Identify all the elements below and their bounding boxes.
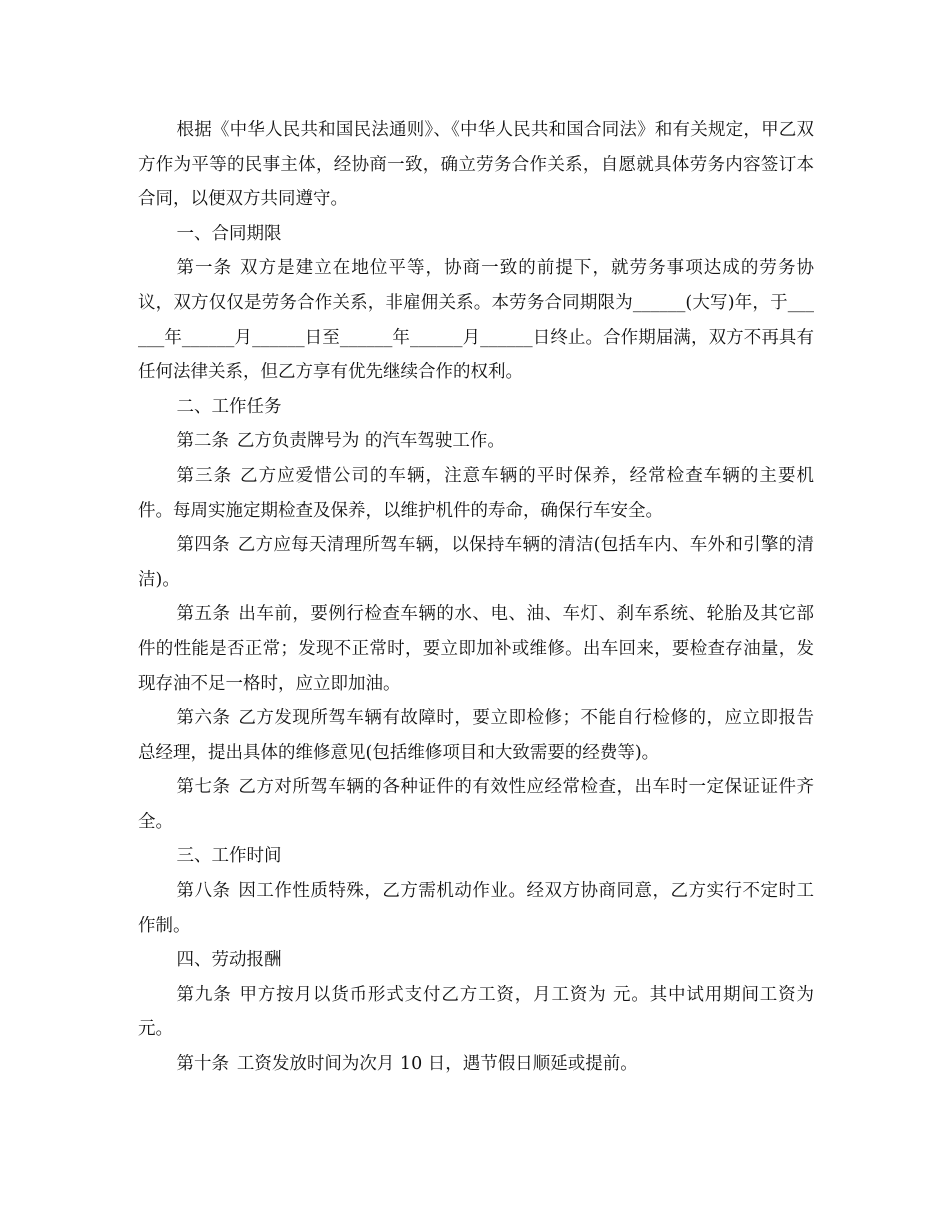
- article-4: [138, 528, 814, 597]
- article-text: 出车前，要例行检查车辆的水、电、油、车灯、刹车系统、轮胎及其它部件的性能是否正常；发现不正常时，要立即加补或维修。出车回来，要检查存油量，发现存油不足一格时，应立即加油。: [138, 604, 815, 694]
- article-text: 乙方应爱惜公司的车辆，注意车辆的平时保养，经常检查车辆的主要机件。每周实施定期检查及保养，以维护机件的寿命，确保行车安全。: [138, 465, 815, 521]
- article-number: 第八条: [176, 881, 231, 902]
- article-7: [138, 770, 814, 839]
- section-heading-hours: 三、工作时间: [176, 846, 282, 867]
- article-text: 乙方对所驾车辆的各种证件的有效性应经常检查，出车时一定保证证件齐全。: [138, 777, 815, 832]
- section-heading-pay: 四、劳动报酬: [176, 950, 282, 971]
- article-number: 第九条: [176, 984, 232, 1005]
- article-1: [138, 251, 814, 389]
- article-8: [138, 874, 814, 943]
- article-number: 第二条: [176, 431, 229, 452]
- article-text: 工资发放时间为次月 10 日，遇节假日顺延或提前。: [236, 1054, 638, 1075]
- article-number: 第七条: [176, 777, 231, 798]
- article-text: 双方是建立在地位平等，协商一致的前提下，就劳务事项达成的劳务协议，双方仅仅是劳务合作关系，非雇佣关系。本劳务合同期限为______(大写)年，于______年______月______日至______年______月______日终止。合作期届满，双方不再具有任何法律关系，但乙方享有优先继续合作的权利。: [138, 258, 815, 383]
- article-number: 第十条: [176, 1054, 229, 1075]
- article-number: 第三条: [176, 465, 233, 486]
- article-text: 乙方负责牌号为 的汽车驾驶工作。: [236, 431, 505, 452]
- intro-paragraph: 根据《中华人民共和国民法通则》、《中华人民共和国合同法》和有关规定，甲乙双方作为平等的民事主体，经协商一致，确立劳务合作关系，自愿就具体劳务内容签订本合同，以便双方共同遵守。: [138, 120, 814, 210]
- article-2: [138, 424, 814, 459]
- section-heading-term: 一、合同期限: [176, 223, 282, 244]
- article-5: [138, 597, 814, 701]
- article-text: 乙方应每天清理所驾车辆，以保持车辆的清洁(包括车内、车外和引擎的清洁)。: [138, 535, 815, 590]
- article-number: 第五条: [176, 604, 231, 625]
- article-number: 第一条: [176, 258, 233, 279]
- article-3: [138, 459, 814, 528]
- article-text: 乙方发现所驾车辆有故障时，要立即检修；不能自行检修的，应立即报告总经理，提出具体的维修意见(包括维修项目和大致需要的经费等)。: [138, 708, 815, 763]
- section-heading-tasks: 二、工作任务: [176, 396, 282, 417]
- article-text: 甲方按月以货币形式支付乙方工资，月工资为 元。其中试用期间工资为 元。: [138, 984, 815, 1040]
- article-number: 第四条: [176, 535, 230, 556]
- document-body: [138, 113, 814, 1082]
- article-6: [138, 701, 814, 770]
- article-text: 因工作性质特殊，乙方需机动作业。经双方协商同意，乙方实行不定时工作制。: [138, 881, 815, 936]
- article-10: [138, 1047, 814, 1082]
- article-9: [138, 978, 814, 1047]
- article-number: 第六条: [176, 708, 231, 729]
